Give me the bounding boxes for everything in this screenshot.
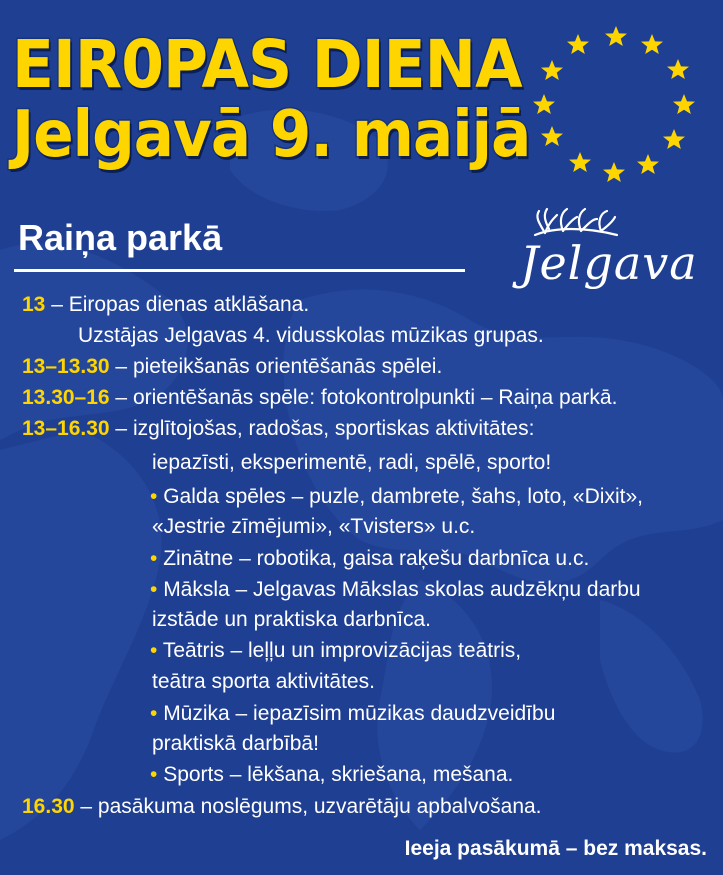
- schedule-item: [78, 323, 544, 349]
- schedule-item: [22, 354, 442, 380]
- bullet: •: [150, 639, 158, 662]
- bullet: •: [150, 547, 158, 570]
- activity-item: teātra sporta aktivitātes.: [152, 670, 375, 693]
- schedule-text: – Eiropas dienas atklāšana.: [45, 293, 310, 316]
- schedule-item: [22, 292, 309, 318]
- schedule-text: Uzstājas Jelgavas 4. vidusskolas mūzikas grupas.: [78, 324, 544, 347]
- schedule-text: iepazīsti, eksperimentē, radi, spēlē, sporto!: [152, 451, 552, 474]
- location-heading: Raiņa parkā: [18, 217, 223, 258]
- closing-item: [22, 794, 542, 820]
- activity-item: praktiskā darbībā!: [152, 732, 319, 755]
- activity-item: • Mūzika – iepazīsim mūzikas daudzveidību: [150, 702, 556, 725]
- activity-item: • Teātris – leļļu un improvizācijas teātris,: [150, 639, 522, 662]
- activity-item: • Māksla – Jelgavas Mākslas skolas audzēkņu darbu: [150, 578, 641, 601]
- schedule-time: 16.30: [22, 795, 75, 818]
- event-title: EIR0PAS DIENA: [12, 26, 522, 103]
- schedule-time: 13–16.30: [22, 417, 110, 440]
- schedule-text: – izglītojošas, radošas, sportiskas aktivitātes:: [109, 417, 535, 440]
- bullet: •: [150, 702, 158, 725]
- schedule-text: – pieteikšanās orientēšanās spēlei.: [109, 355, 443, 378]
- eu-stars-icon: [520, 15, 720, 195]
- heading-divider: [14, 269, 465, 272]
- activity-item: • Zinātne – robotika, gaisa raķešu darbnīca u.c.: [150, 547, 590, 570]
- schedule-item: [152, 450, 551, 476]
- event-subtitle-date: Jelgavā 9. maijā: [12, 98, 531, 172]
- schedule-text: – pasākuma noslēgums, uzvarētāju apbalvošana.: [74, 795, 542, 818]
- bullet: •: [150, 763, 158, 786]
- activity-item: izstāde un praktiska darbnīca.: [152, 608, 431, 631]
- activity-item: • Sports – lēkšana, skriešana, mešana.: [150, 763, 514, 786]
- activity-item: «Jestrie zīmējumi», «Tvisters» u.c.: [152, 515, 476, 538]
- admission-note: Ieeja pasākumā – bez maksas.: [404, 837, 707, 860]
- schedule-time: 13–13.30: [22, 355, 110, 378]
- schedule-time: 13: [22, 293, 46, 316]
- schedule-time: 13.30–16: [22, 386, 110, 409]
- schedule-text: – orientēšanās spēle: fotokontrolpunkti – Raiņa parkā.: [109, 386, 618, 409]
- jelgava-logo-text: Jelgava: [520, 236, 698, 290]
- schedule-item: [22, 385, 617, 411]
- bullet: •: [150, 485, 158, 508]
- schedule-item: [22, 416, 534, 442]
- activity-item: • Galda spēles – puzle, dambrete, šahs, loto, «Dixit»,: [150, 485, 643, 508]
- bullet: •: [150, 578, 158, 601]
